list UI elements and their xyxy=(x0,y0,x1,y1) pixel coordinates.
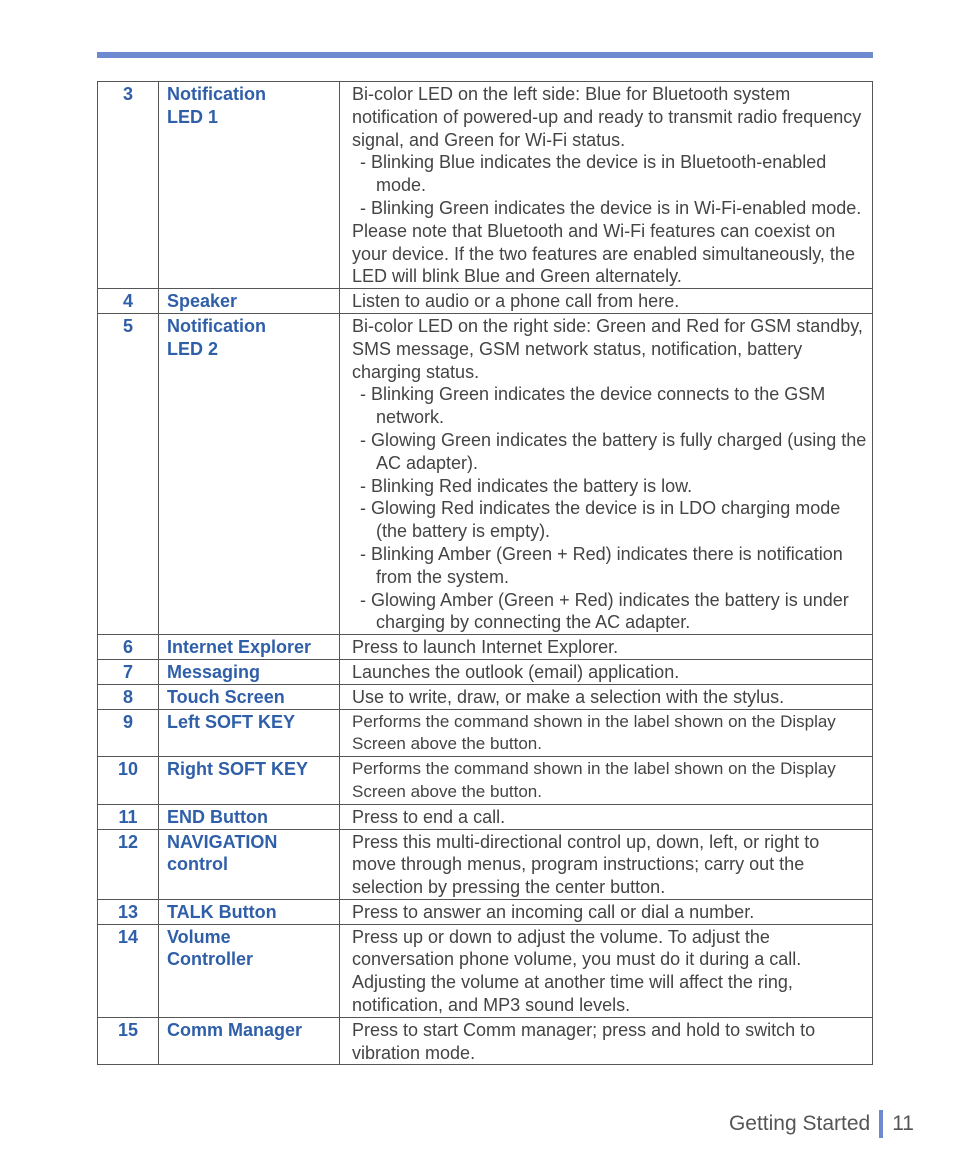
component-name-line: END Button xyxy=(167,806,268,827)
description-note: Please note that Bluetooth and Wi-Fi features can coexist on your device. If the two features are enabled simultaneously, the LED will blink Blue and Green alternately. xyxy=(352,220,855,287)
table-row xyxy=(98,313,873,634)
table-row xyxy=(98,635,873,660)
component-description xyxy=(340,899,873,924)
component-name xyxy=(159,635,340,660)
item-number: 10 xyxy=(98,757,159,805)
item-number: 8 xyxy=(98,684,159,709)
component-name xyxy=(159,1017,340,1065)
description-bullet: - Blinking Green indicates the device connects to the GSM network. xyxy=(360,384,826,428)
component-description xyxy=(340,1017,873,1065)
description-bullet: - Glowing Green indicates the battery is fully charged (using the AC adapter). xyxy=(360,429,867,473)
component-name-line: TALK Button xyxy=(167,901,277,922)
component-description xyxy=(340,313,873,634)
component-description xyxy=(340,924,873,1017)
component-table xyxy=(97,81,873,1065)
component-name-line: Volume xyxy=(167,926,231,947)
table-row xyxy=(98,804,873,829)
component-name-line: LED 1 xyxy=(167,106,219,127)
component-description xyxy=(340,659,873,684)
page-number: 11 xyxy=(892,1112,914,1135)
description-bullet: - Blinking Green indicates the device is in Wi-Fi-enabled mode. xyxy=(360,197,862,218)
description-bullet: - Blinking Red indicates the battery is low. xyxy=(360,475,693,496)
description-text: Bi-color LED on the left side: Blue for Bluetooth system notification of powered-up and ready to transmit radio frequency signal, and Green for Wi-Fi status. xyxy=(352,84,862,150)
component-name-line: Notification xyxy=(167,315,266,336)
item-number: 13 xyxy=(98,899,159,924)
table-row xyxy=(98,289,873,314)
item-number: 11 xyxy=(98,804,159,829)
description-text: Press to answer an incoming call or dial a number. xyxy=(352,901,755,922)
page-footer xyxy=(729,1110,914,1138)
component-name-line: NAVIGATION xyxy=(167,831,278,852)
table-row xyxy=(98,757,873,805)
component-name xyxy=(159,899,340,924)
description-text: Press this multi-directional control up, down, left, or right to move through menus, program instructions; carry out the selection by pressing the center button. xyxy=(352,831,820,898)
description-text: Press to launch Internet Explorer. xyxy=(352,637,619,658)
component-description xyxy=(340,709,873,757)
component-name xyxy=(159,684,340,709)
component-name-line: Right SOFT KEY xyxy=(167,759,308,780)
component-description xyxy=(340,829,873,899)
table-row xyxy=(98,899,873,924)
table-row xyxy=(98,82,873,289)
component-name xyxy=(159,289,340,314)
item-number: 4 xyxy=(98,289,159,314)
description-text: Press to end a call. xyxy=(352,806,506,827)
description-bullet: - Blinking Amber (Green + Red) indicates there is notification from the system. xyxy=(360,543,843,587)
footer-divider xyxy=(879,1110,883,1138)
description-bullet: - Glowing Amber (Green + Red) indicates the battery is under charging by connecting the AC adapter. xyxy=(360,589,849,633)
description-bullet: - Glowing Red indicates the device is in LDO charging mode (the battery is empty). xyxy=(360,498,841,542)
item-number: 5 xyxy=(98,313,159,634)
component-name-line: Controller xyxy=(167,949,254,970)
item-number: 12 xyxy=(98,829,159,899)
description-bullet: - Blinking Blue indicates the device is in Bluetooth-enabled mode. xyxy=(360,152,827,196)
component-name xyxy=(159,313,340,634)
description-text: Performs the command shown in the label shown on the Display Screen above the button. xyxy=(352,711,836,754)
component-name xyxy=(159,757,340,805)
component-description xyxy=(340,804,873,829)
component-name xyxy=(159,924,340,1017)
component-description xyxy=(340,757,873,805)
component-name-line: Internet Explorer xyxy=(167,637,312,658)
component-name-line: Notification xyxy=(167,84,266,104)
component-name xyxy=(159,804,340,829)
item-number: 7 xyxy=(98,659,159,684)
component-name-line: Speaker xyxy=(167,291,238,312)
component-name-line: control xyxy=(167,854,228,875)
component-description xyxy=(340,684,873,709)
component-description xyxy=(340,289,873,314)
table-row xyxy=(98,659,873,684)
item-number: 3 xyxy=(98,82,159,289)
description-text: Press to start Comm manager; press and hold to switch to vibration mode. xyxy=(352,1019,816,1063)
component-name-line: Comm Manager xyxy=(167,1019,303,1040)
component-name-line: Left SOFT KEY xyxy=(167,711,296,732)
component-name xyxy=(159,82,340,289)
component-description xyxy=(340,635,873,660)
table-row xyxy=(98,1017,873,1065)
description-text: Performs the command shown in the label shown on the Display Screen above the button. xyxy=(352,759,836,801)
table-row xyxy=(98,829,873,899)
description-text: Launches the outlook (email) application. xyxy=(352,661,680,682)
component-name xyxy=(159,659,340,684)
table-row xyxy=(98,709,873,757)
table-row xyxy=(98,684,873,709)
item-number: 9 xyxy=(98,709,159,757)
component-description xyxy=(340,82,873,289)
header-rule xyxy=(97,52,873,58)
section-title: Getting Started xyxy=(728,1112,871,1135)
component-name xyxy=(159,709,340,757)
item-number: 15 xyxy=(98,1017,159,1065)
component-name-line: Messaging xyxy=(167,661,261,682)
description-text: Listen to audio or a phone call from here. xyxy=(352,291,680,312)
description-text: Use to write, draw, or make a selection with the stylus. xyxy=(352,686,785,707)
component-name-line: LED 2 xyxy=(167,338,219,359)
item-number: 14 xyxy=(98,924,159,1017)
description-text: Bi-color LED on the right side: Green and Red for GSM standby, SMS message, GSM network status, notification, battery charging status. xyxy=(352,315,863,382)
description-text: Press up or down to adjust the volume. To adjust the conversation phone volume, you must do it during a call. Adjusting the volume at another time will affect the ring, notification, and MP3 sound levels. xyxy=(352,926,802,1016)
table-row xyxy=(98,924,873,1017)
component-name xyxy=(159,829,340,899)
item-number: 6 xyxy=(98,635,159,660)
component-name-line: Touch Screen xyxy=(167,686,285,707)
